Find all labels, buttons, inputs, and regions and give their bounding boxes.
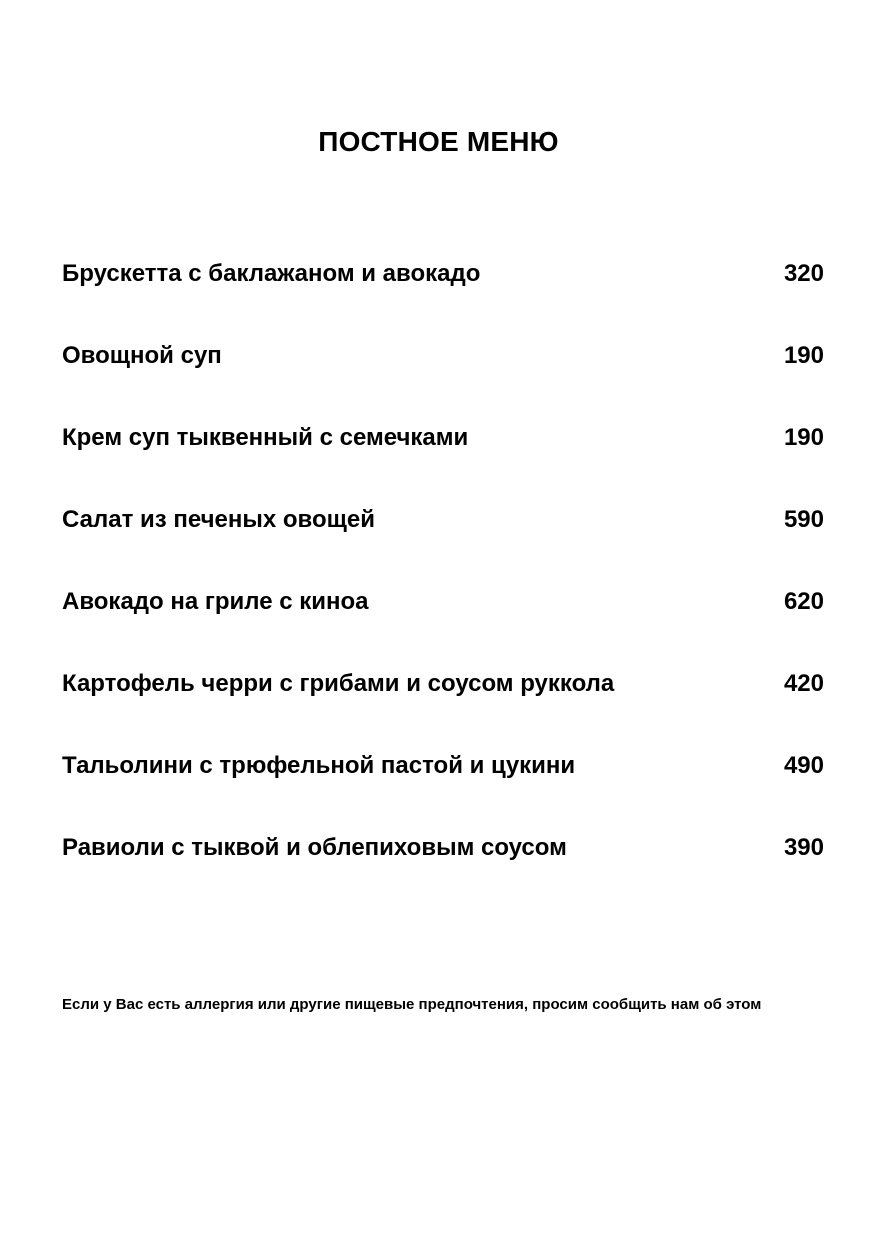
dish-name: Брускетта с баклажаном и авокадо: [62, 260, 481, 287]
dish-name: Овощной суп: [62, 342, 222, 369]
dish-price: 190: [783, 342, 824, 369]
menu-item: [62, 664, 824, 746]
dish-name: Равиоли с тыквой и облепиховым соусом: [62, 834, 567, 861]
dish-price: 190: [783, 424, 824, 451]
dish-name: Тальолини с трюфельной пастой и цукини: [62, 752, 576, 779]
menu-item: [62, 746, 824, 828]
allergy-note: Если у Вас есть аллергия или другие пищевые предпочтения, просим сообщить нам об этом: [62, 996, 762, 1013]
menu-title: ПОСТНОЕ МЕНЮ: [318, 126, 559, 157]
menu-list: [62, 254, 824, 910]
dish-price: 320: [783, 260, 824, 287]
menu-item: [62, 828, 824, 910]
dish-price: 620: [783, 588, 824, 615]
dish-price: 490: [783, 752, 824, 779]
dish-price: 390: [783, 834, 824, 861]
dish-name: Крем суп тыквенный с семечками: [62, 424, 469, 451]
dish-name: Картофель черри с грибами и соусом руккола: [62, 670, 615, 697]
dish-price: 420: [783, 670, 824, 697]
dish-name: Авокадо на гриле с киноа: [62, 588, 369, 615]
menu-item: [62, 254, 824, 336]
menu-item: [62, 500, 824, 582]
dish-name: Салат из печеных овощей: [62, 506, 375, 533]
menu-item: [62, 582, 824, 664]
menu-item: [62, 336, 824, 418]
dish-price: 590: [783, 506, 824, 533]
menu-item: [62, 418, 824, 500]
